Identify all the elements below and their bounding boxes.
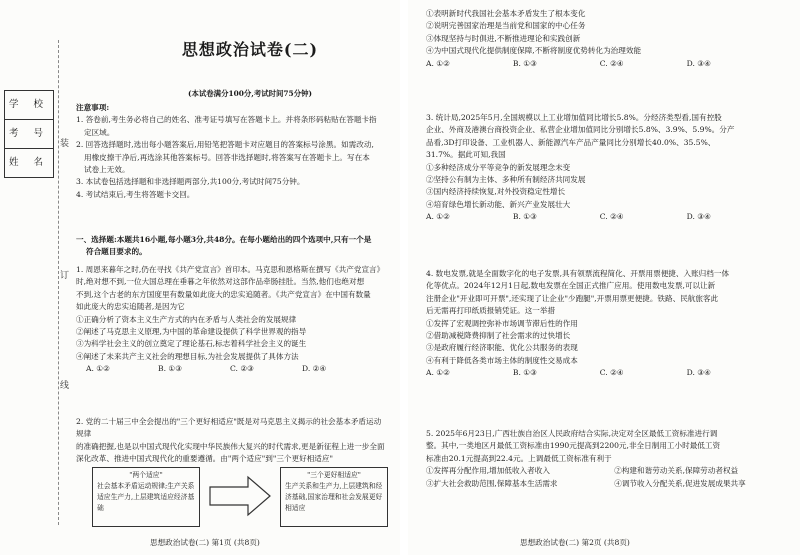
q2-item: ①表明新时代我国社会基本矛盾发生了根本变化 (426, 9, 586, 18)
q4-option-c: C. ②④ (599, 368, 624, 378)
q1-stem-line: 时,绝对想不到,一位大国总理在垂暮之年依然对这部作品牵肠挂肚。当然,他们也绝对想 (76, 277, 365, 287)
q5-item: ②构建和谐劳动关系,保障劳动者权益 (614, 466, 739, 476)
q1-option-c: C. ②③ (230, 364, 254, 374)
q4-options (426, 367, 788, 379)
diagram-right-title: "三个更好相适应" (307, 471, 361, 479)
q1-item: ④阐述了未来共产主义社会的理想目标,为社会发展提供了具体方法 (76, 351, 299, 361)
q1-item: ②阐述了马克思主义原理,为中国的革命建设提供了科学世界观的指导 (76, 327, 307, 337)
notes-title: 注意事项: (76, 103, 110, 112)
q2-option-d: D. ③④ (686, 58, 711, 68)
q1-item: ③为科学社会主义的创立奠定了理论基石,标志着科学社会主义的诞生 (76, 339, 307, 349)
q3-stem-line: 31.7%。据此可知,我国 (426, 150, 506, 160)
question-3 (426, 112, 788, 224)
q2-options (426, 58, 788, 70)
q1-stem-line: 不到,这个古老的东方国度里有数量如此庞大的忠实追随者。《共产党宣言》在中国有数量 (76, 289, 371, 299)
q2-stem-line: 的准确把握,也是以中国式现代化实现中华民族伟大复兴的时代需求,更是新征程上进一步全面 (76, 441, 385, 451)
question-5 (426, 428, 788, 490)
q4-stem-line: 4. 数电发票,就是全面数字化的电子发票,具有领票流程简化、开票用票便捷、入账归档一体 (426, 269, 730, 278)
q3-item: ④培育绿色增长新动能、新兴产业发展壮大 (426, 199, 571, 209)
q2-item: ④为中国式现代化提供制度保障,不断将制度优势转化为治理效能 (426, 46, 642, 56)
q3-option-b: B. ①③ (512, 212, 537, 222)
arrow-right-icon (208, 475, 272, 517)
q1-item: ①正确分析了资本主义生产方式的内在矛盾与人类社会的发展规律 (76, 314, 297, 324)
diagram-right-text: 生产关系和生产力,上层建筑和经济基础,国家治理和社会发展更好相适应 (285, 482, 383, 512)
question-1 (76, 264, 386, 376)
q5-items-row-1 (426, 465, 788, 477)
q3-option-a: A. ①② (426, 212, 450, 222)
section-one-heading (76, 234, 386, 259)
q4-item: ②借助减税降费抑制了社会需求的过快增长 (426, 331, 571, 341)
student-info-box (4, 90, 54, 178)
binding-char-xian: 线 (60, 381, 70, 391)
q3-item: ②坚持公有制为主体、多种所有制经济共同发展 (426, 175, 586, 185)
q2-stem-line: 深化改革、推进中国式现代化的重要遵循。由"两个适应"到"三个更好相适应" (76, 454, 333, 464)
note-line: 用橡皮擦干净后,再选涂其他答案标号。回答非选择题时,将答案写在答题卡上。写在本 (84, 152, 370, 162)
page-footer-right: 思想政治试卷(二) 第2页 (共8页) (520, 538, 630, 547)
notes-block (76, 102, 386, 201)
q2-diagram (92, 467, 388, 527)
note-line: 4. 考试结束后,考生将答题卡交回。 (76, 189, 195, 199)
q3-stem-line: 品看,3D打印设备、工业机器人、新能源汽车产品产量同比分别增长40.0%、35.5%、 (426, 137, 716, 147)
name-label: 姓 名 (8, 157, 50, 168)
q3-options (426, 211, 788, 223)
binding-line (58, 40, 59, 525)
q1-options (76, 363, 386, 375)
diagram-left-text: 社会基本矛盾运动规律;生产关系适应生产力,上层建筑适应经济基础 (97, 482, 195, 512)
q2-option-c: C. ②④ (599, 58, 624, 68)
q2-option-b: B. ①③ (512, 58, 537, 68)
q1-option-a: A. ①② (86, 364, 110, 374)
exam-number-label: 考 号 (5, 120, 53, 149)
q4-item: ④有利于降低各类市场主体的制度性交易成本 (426, 355, 578, 365)
note-line: 2. 回答选择题时,选出每小题答案后,用铅笔把答题卡对应题目的答案标号涂黑。如需改动, (76, 140, 374, 150)
section-heading-line: 一、选择题:本题共16小题,每小题3分,共48分。在每小题给出的四个选项中,只有一个是 (76, 235, 372, 244)
diagram-right-box (280, 467, 388, 527)
q1-stem-line: 1. 周恩来暮年之时,仍在寻找《共产党宣言》首印本。马克思和恩格斯在撰写《共产党宣言》 (76, 265, 385, 274)
q2-item: ③体现坚持与时俱进,不断推进理论和实践创新 (426, 33, 581, 43)
q1-option-b: B. ①③ (158, 364, 183, 374)
q5-items-row-2 (426, 478, 788, 490)
q4-item: ③是政府履行经济职能、优化公共服务的表现 (426, 343, 578, 353)
q5-stem-line: 5. 2025年6月23日,广西壮族自治区人民政府结合实际,决定对全区最低工资标准进行调 (426, 429, 718, 438)
q3-stem-line: 3. 统计局,2025年5月,全国规模以上工业增加值同比增长5.8%。分经济类型看,国有控股 (426, 113, 722, 122)
q4-option-d: D. ③④ (686, 368, 711, 378)
q3-item: ①多种经济成分平等竞争的新发展理念未变 (426, 162, 571, 172)
paper-title: 思想政治试卷(二) (181, 40, 319, 59)
q3-option-d: D. ③④ (686, 212, 711, 222)
paper-subtitle: (本试卷满分100分,考试时间75分钟) (188, 89, 312, 98)
section-heading-line: 符合题目要求的。 (86, 247, 147, 257)
question-4 (426, 268, 788, 380)
q2-item: ②说明完善国家治理是当前党和国家的中心任务 (426, 21, 586, 31)
question-2-continued (426, 8, 788, 70)
diagram-left-title: "两个适应" (129, 471, 163, 479)
q3-option-c: C. ②④ (599, 212, 624, 222)
q4-stem-line: 注册企业"开业即可开票",还实现了让企业"少跑腿",开票用票更便捷。铁路、民航旅客此 (426, 293, 719, 303)
binding-char-zhuang: 装 (60, 139, 70, 149)
note-line: 3. 本试卷包括选择题和非选择题两部分,共100分,考试时间75分钟。 (76, 177, 305, 187)
page-footer-left: 思想政治试卷(二) 第1页 (共8页) (150, 538, 260, 547)
q1-stem-line: 如此庞大的忠实追随者,是因为它 (76, 302, 185, 312)
diagram-left-box (92, 467, 200, 527)
q3-item: ③国内经济持续恢复,对外投资稳定性增长 (426, 187, 566, 197)
q2-stem-line: 2. 党的二十届三中全会提出的"三个更好相适应"既是对马克思主义揭示的社会基本矛盾运动规律 (76, 417, 382, 439)
q5-item: ③扩大社会救助范围,保障基本生活需求 (426, 478, 558, 488)
q4-item: ①发挥了宏观调控弥补市场调节滞后性的作用 (426, 318, 578, 328)
q3-stem-line: 企业、外商及港澳台商投资企业、私营企业增加值同比分别增长5.8%、3.9%、5.9%。分产 (426, 125, 735, 135)
note-line: 1. 答卷前,考生务必将自己的姓名、准考证号填写在答题卡上。并将条形码粘贴在答题卡指 (76, 115, 377, 125)
q5-stem-line: 标准由20.1元提高到22.4元。上调最低工资标准有利于 (426, 453, 612, 463)
q4-stem-line: 后无需再打印纸质报销凭证。这一举措 (426, 306, 556, 316)
q4-option-a: A. ①② (426, 368, 450, 378)
q4-option-b: B. ①③ (512, 368, 537, 378)
question-2 (76, 416, 386, 466)
q5-item: ④调节收入分配关系,促进发展成果共享 (614, 478, 746, 488)
note-line: 定区域。 (84, 127, 115, 137)
school-label: 学 校 (5, 91, 53, 120)
q5-stem-line: 整。其中,一类地区月最低工资标准由1990元提高到2200元,非全日制用工小时最低工资 (426, 441, 721, 451)
q1-option-d: D. ②④ (302, 364, 327, 374)
q2-option-a: A. ①② (426, 58, 450, 68)
binding-char-ding: 订 (60, 271, 70, 281)
q4-stem-line: 化等优点。2024年12月1日起,数电发票在全国正式推广应用。使用数电发票,可以让新 (426, 281, 716, 291)
note-line: 试卷上无效。 (84, 165, 130, 175)
q5-item: ①发挥再分配作用,增加低收入者收入 (426, 466, 550, 476)
